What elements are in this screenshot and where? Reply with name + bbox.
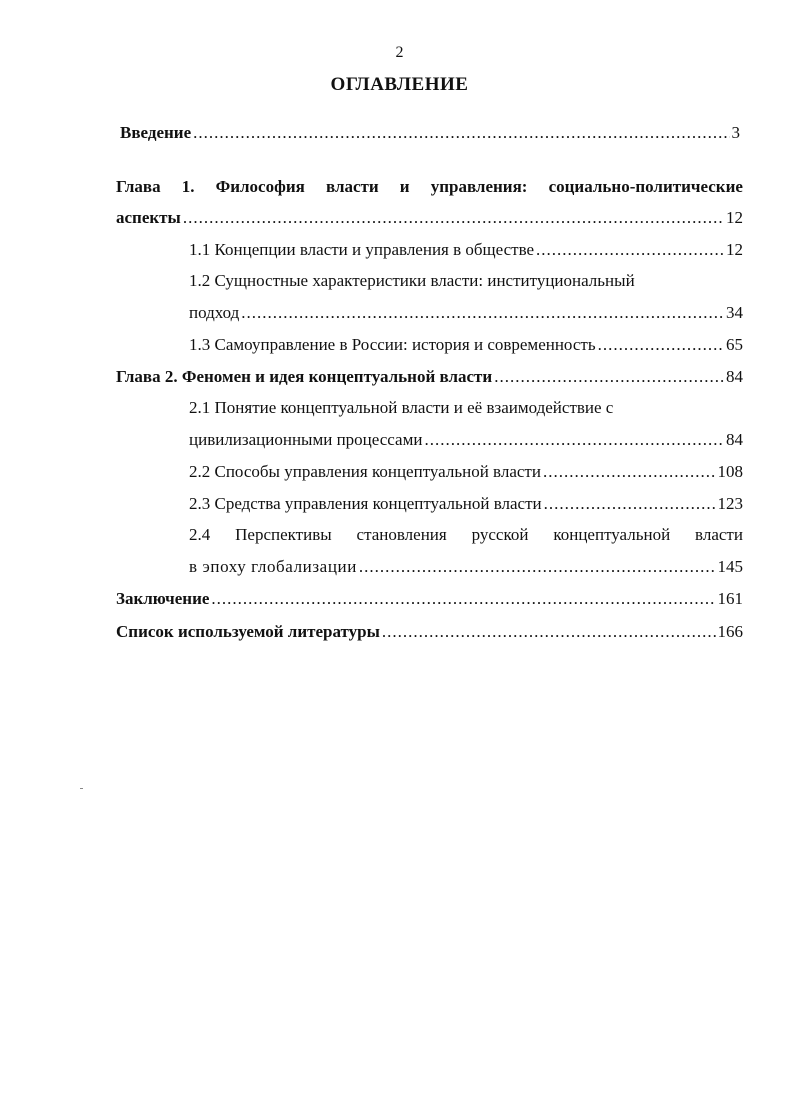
- scan-speck: [80, 788, 83, 789]
- toc-entry-conclusion: [116, 588, 743, 610]
- toc-entry-chapter2: [116, 366, 743, 388]
- word: становления: [356, 525, 447, 544]
- toc-page: 123: [717, 494, 743, 513]
- toc-page: 3: [731, 123, 740, 142]
- toc-leader-dots: [543, 461, 716, 483]
- word: Перспективы: [235, 525, 332, 544]
- toc-entry-2-2: [189, 461, 743, 483]
- toc-label: Глава 2. Феномен и идея концептуальной власти: [116, 367, 493, 386]
- toc-label: 1.3 Самоуправление в России: история и современность: [189, 335, 596, 354]
- toc-page: 84: [726, 367, 743, 386]
- page-title: ОГЛАВЛЕНИЕ: [330, 74, 469, 95]
- word: власти: [325, 177, 379, 196]
- word: управления:: [430, 177, 528, 196]
- toc-leader-dots: [193, 122, 729, 144]
- toc-page: 145: [717, 557, 743, 576]
- toc-page: 34: [726, 303, 743, 322]
- toc-entry-2-1: [189, 429, 743, 451]
- toc-entry-1-1: [189, 239, 743, 261]
- toc-page: 84: [726, 430, 743, 449]
- toc-leader-dots: [598, 334, 724, 356]
- toc-page: 166: [717, 622, 743, 641]
- word: власти: [695, 525, 743, 544]
- toc-label: 1.1 Концепции власти и управления в обществе: [189, 240, 535, 259]
- toc-page: 65: [726, 335, 743, 354]
- page-number: 2: [395, 44, 404, 61]
- toc-leader-dots: [211, 588, 715, 610]
- toc-page: 108: [717, 462, 743, 481]
- word: Глава: [116, 177, 161, 196]
- toc-entry-intro: [120, 122, 740, 144]
- toc-label: подход: [189, 303, 240, 322]
- toc-entry-1-2: [189, 302, 743, 324]
- toc-entry-2-4: [189, 556, 743, 578]
- toc-label: 2.3 Средства управления концептуальной власти: [189, 494, 542, 513]
- toc-page: 12: [726, 240, 743, 259]
- toc-leader-dots: [424, 429, 724, 451]
- toc-label: аспекты: [116, 208, 181, 227]
- toc-entry-2-1-line1: 2.1 Понятие концептуальной власти и её взаимодействие с: [189, 398, 614, 417]
- toc-leader-dots: [544, 493, 716, 515]
- word: социально-политические: [548, 177, 743, 196]
- word: русской: [471, 525, 529, 544]
- toc-leader-dots: [494, 366, 724, 388]
- word: и: [399, 177, 410, 196]
- toc-label: Введение: [120, 123, 192, 142]
- toc-page: 12: [726, 208, 743, 227]
- toc-entry-1-3: [189, 334, 743, 356]
- toc-label: цивилизационными процессами: [189, 430, 423, 449]
- toc-label: Заключение: [116, 589, 210, 608]
- toc-leader-dots: [382, 621, 716, 643]
- word: концептуальной: [553, 525, 671, 544]
- toc-label: в эпоху глобализации: [189, 557, 357, 576]
- toc-entry-2-3: [189, 493, 743, 515]
- toc-leader-dots: [183, 207, 724, 229]
- word: Философия: [215, 177, 305, 196]
- toc-entry-chapter1: [116, 207, 743, 229]
- toc-entry-bibliography: [116, 621, 743, 643]
- toc-leader-dots: [241, 302, 724, 324]
- toc-page: 161: [717, 589, 743, 608]
- toc-label: Список используемой литературы: [116, 622, 380, 641]
- toc-chapter1-heading: [116, 176, 743, 198]
- toc-entry-2-4-line1: [189, 524, 743, 546]
- word: 2.4: [189, 525, 211, 544]
- toc-label: 2.2 Способы управления концептуальной власти: [189, 462, 541, 481]
- toc-leader-dots: [536, 239, 724, 261]
- toc-leader-dots: [359, 556, 716, 578]
- word: 1.: [181, 177, 195, 196]
- toc-entry-1-2-line1: 1.2 Сущностные характеристики власти: институциональный: [189, 271, 635, 290]
